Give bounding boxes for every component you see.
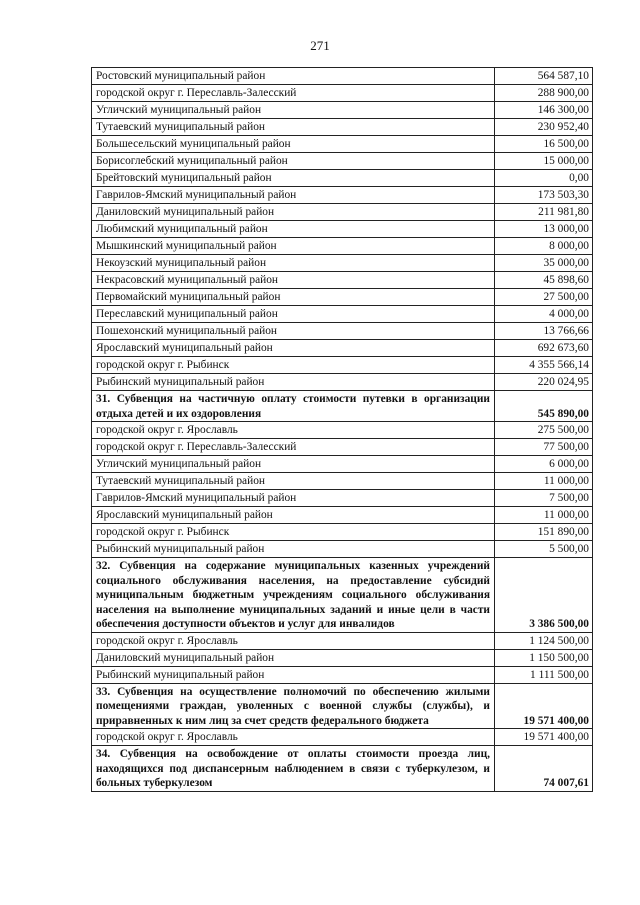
amount-cell: 16 500,00 — [495, 136, 593, 153]
table-row — [92, 490, 593, 507]
table-row — [92, 221, 593, 238]
table-row — [92, 187, 593, 204]
recipient-name: Рыбинский муниципальный район — [92, 666, 495, 683]
recipient-name: городской округ г. Переславль-Залесский — [92, 439, 495, 456]
table-row — [92, 272, 593, 289]
amount-cell: 275 500,00 — [495, 422, 593, 439]
section-title: 34. Субвенция на освобождение от оплаты стоимости проезда лиц, находящихся под диспансерным наблюдением в связи с туберкулезом, и больных туберкулезом — [92, 746, 495, 792]
recipient-name: городской округ г. Ярославль — [92, 729, 495, 746]
recipient-name: Тутаевский муниципальный район — [92, 473, 495, 490]
table-row — [92, 119, 593, 136]
recipient-name: Первомайский муниципальный район — [92, 289, 495, 306]
table-row — [92, 323, 593, 340]
section-header-row — [92, 391, 593, 422]
recipient-name: городской округ г. Ярославль — [92, 422, 495, 439]
table-row — [92, 456, 593, 473]
recipient-name: Переславский муниципальный район — [92, 306, 495, 323]
section-total: 19 571 400,00 — [495, 683, 593, 729]
recipient-name: Рыбинский муниципальный район — [92, 374, 495, 391]
table-row — [92, 473, 593, 490]
amount-cell: 230 952,40 — [495, 119, 593, 136]
table-row — [92, 357, 593, 374]
table-row — [92, 439, 593, 456]
recipient-name: городской округ г. Ярославль — [92, 632, 495, 649]
recipient-name: Гаврилов-Ямский муниципальный район — [92, 187, 495, 204]
amount-cell: 35 000,00 — [495, 255, 593, 272]
amount-cell: 11 000,00 — [495, 473, 593, 490]
table-row — [92, 238, 593, 255]
recipient-name: Некоузский муниципальный район — [92, 255, 495, 272]
amount-cell: 692 673,60 — [495, 340, 593, 357]
amount-cell: 1 124 500,00 — [495, 632, 593, 649]
table-row — [92, 255, 593, 272]
recipient-name: Ярославский муниципальный район — [92, 507, 495, 524]
table-row — [92, 632, 593, 649]
amount-cell: 8 000,00 — [495, 238, 593, 255]
amount-cell: 5 500,00 — [495, 541, 593, 558]
amount-cell: 211 981,80 — [495, 204, 593, 221]
recipient-name: Большесельский муниципальный район — [92, 136, 495, 153]
section-header-row — [92, 683, 593, 729]
recipient-name: Некрасовский муниципальный район — [92, 272, 495, 289]
amount-cell: 564 587,10 — [495, 68, 593, 85]
amount-cell: 220 024,95 — [495, 374, 593, 391]
amount-cell: 1 150 500,00 — [495, 649, 593, 666]
recipient-name: городской округ г. Рыбинск — [92, 524, 495, 541]
table-row — [92, 102, 593, 119]
table-row — [92, 170, 593, 187]
table-row — [92, 649, 593, 666]
amount-cell: 151 890,00 — [495, 524, 593, 541]
recipient-name: Угличский муниципальный район — [92, 456, 495, 473]
amount-cell: 4 000,00 — [495, 306, 593, 323]
section-total: 3 386 500,00 — [495, 558, 593, 633]
amount-cell: 77 500,00 — [495, 439, 593, 456]
recipient-name: Любимский муниципальный район — [92, 221, 495, 238]
amount-cell: 45 898,60 — [495, 272, 593, 289]
table-row — [92, 524, 593, 541]
amount-cell: 146 300,00 — [495, 102, 593, 119]
recipient-name: Брейтовский муниципальный район — [92, 170, 495, 187]
amount-cell: 13 766,66 — [495, 323, 593, 340]
table-row — [92, 422, 593, 439]
amount-cell: 4 355 566,14 — [495, 357, 593, 374]
table-row — [92, 68, 593, 85]
amount-cell: 173 503,30 — [495, 187, 593, 204]
section-header-row — [92, 558, 593, 633]
recipient-name: городской округ г. Переславль-Залесский — [92, 85, 495, 102]
recipient-name: Ростовский муниципальный район — [92, 68, 495, 85]
recipient-name: Угличский муниципальный район — [92, 102, 495, 119]
amount-cell: 15 000,00 — [495, 153, 593, 170]
recipient-name: Борисоглебский муниципальный район — [92, 153, 495, 170]
table-row — [92, 374, 593, 391]
section-total: 545 890,00 — [495, 391, 593, 422]
recipient-name: Даниловский муниципальный район — [92, 649, 495, 666]
table-row — [92, 289, 593, 306]
table-row — [92, 340, 593, 357]
table-row — [92, 729, 593, 746]
subvention-table — [91, 67, 593, 792]
section-total: 74 007,61 — [495, 746, 593, 792]
recipient-name: Даниловский муниципальный район — [92, 204, 495, 221]
table-row — [92, 507, 593, 524]
amount-cell: 6 000,00 — [495, 456, 593, 473]
recipient-name: Рыбинский муниципальный район — [92, 541, 495, 558]
table-row — [92, 306, 593, 323]
recipient-name: Гаврилов-Ямский муниципальный район — [92, 490, 495, 507]
amount-cell: 1 111 500,00 — [495, 666, 593, 683]
table-row — [92, 541, 593, 558]
page-number: 271 — [310, 38, 330, 53]
subvention-table-body — [92, 68, 593, 792]
amount-cell: 13 000,00 — [495, 221, 593, 238]
table-row — [92, 153, 593, 170]
table-row — [92, 136, 593, 153]
amount-cell: 11 000,00 — [495, 507, 593, 524]
amount-cell: 0,00 — [495, 170, 593, 187]
recipient-name: Ярославский муниципальный район — [92, 340, 495, 357]
recipient-name: городской округ г. Рыбинск — [92, 357, 495, 374]
amount-cell: 27 500,00 — [495, 289, 593, 306]
section-title: 31. Субвенция на частичную оплату стоимости путевки в организации отдыха детей и их оздоровления — [92, 391, 495, 422]
recipient-name: Мышкинский муниципальный район — [92, 238, 495, 255]
table-row — [92, 204, 593, 221]
section-header-row — [92, 746, 593, 792]
recipient-name: Пошехонский муниципальный район — [92, 323, 495, 340]
recipient-name: Тутаевский муниципальный район — [92, 119, 495, 136]
section-title: 32. Субвенция на содержание муниципальных казенных учреждений социального обслуживания населения, на предоставление субсидий муниципальным бюджетным учреждениям социального обслуживания населения на выполнение муниципальных заданий и иные цели в части обеспечения доступности объектов и услуг для инвалидов — [92, 558, 495, 633]
amount-cell: 19 571 400,00 — [495, 729, 593, 746]
table-row — [92, 666, 593, 683]
section-title: 33. Субвенция на осуществление полномочий по обеспечению жилыми помещениями граждан, уволенных с военной службы (службы), и приравненных к ним лиц за счет средств федерального бюджета — [92, 683, 495, 729]
amount-cell: 7 500,00 — [495, 490, 593, 507]
table-row — [92, 85, 593, 102]
amount-cell: 288 900,00 — [495, 85, 593, 102]
